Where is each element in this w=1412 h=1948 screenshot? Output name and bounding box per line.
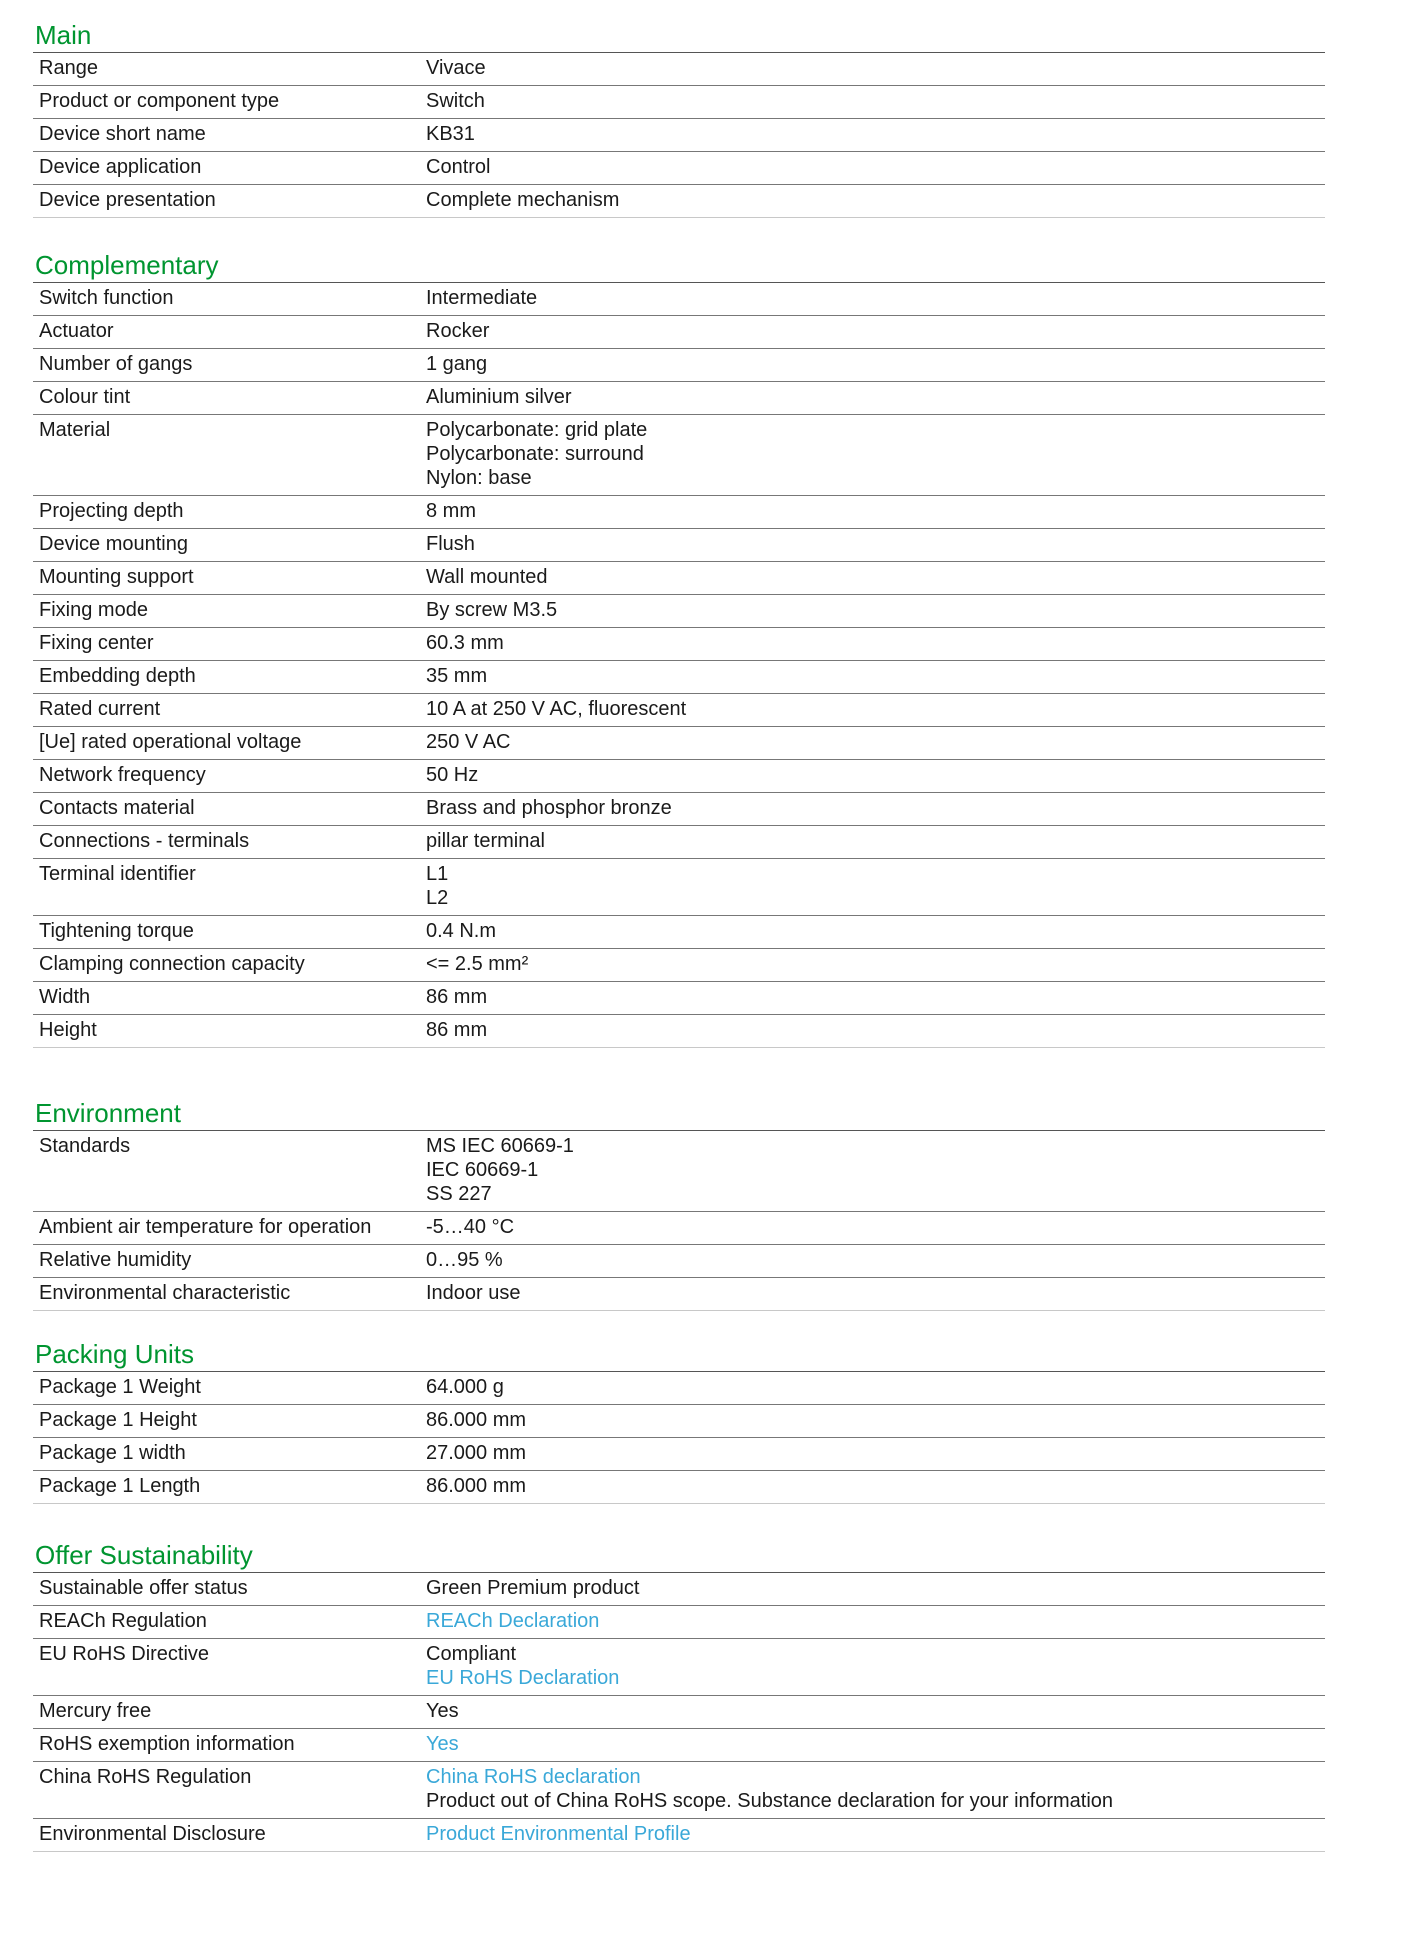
spec-value-line: 8 mm xyxy=(426,500,476,522)
spec-row xyxy=(33,562,1325,595)
spec-row xyxy=(33,1372,1325,1405)
spec-row xyxy=(33,1131,1325,1212)
spec-value-line: SS 227 xyxy=(426,1183,492,1205)
spec-value xyxy=(420,859,1325,916)
spec-value-line: 27.000 mm xyxy=(426,1442,527,1464)
spec-label: Package 1 Height xyxy=(33,1405,420,1438)
spec-row xyxy=(33,86,1325,119)
spec-table xyxy=(33,1131,1325,1311)
spec-label: Colour tint xyxy=(33,382,420,415)
spec-row xyxy=(33,760,1325,793)
spec-row xyxy=(33,694,1325,727)
spec-value-line: Rocker xyxy=(426,320,490,342)
spec-value xyxy=(420,1606,1325,1639)
rohs-exemption-link[interactable]: Yes xyxy=(426,1733,459,1755)
spec-value xyxy=(420,185,1325,218)
spec-row xyxy=(33,1606,1325,1639)
spec-label: REACh Regulation xyxy=(33,1606,420,1639)
spec-value-line: L1 xyxy=(426,863,449,885)
china-rohs-declaration-link[interactable]: China RoHS declaration xyxy=(426,1766,641,1788)
spec-value xyxy=(420,86,1325,119)
spec-value xyxy=(420,562,1325,595)
spec-row xyxy=(33,529,1325,562)
spec-value-line: IEC 60669-1 xyxy=(426,1159,539,1181)
spec-value xyxy=(420,1639,1325,1696)
spec-label: Mercury free xyxy=(33,1696,420,1729)
spec-row xyxy=(33,1762,1325,1819)
spec-label: Rated current xyxy=(33,694,420,727)
spec-value-line: 35 mm xyxy=(426,665,488,687)
spec-row xyxy=(33,793,1325,826)
spec-label: Product or component type xyxy=(33,86,420,119)
spec-value-line: pillar terminal xyxy=(426,830,545,852)
spec-row xyxy=(33,1438,1325,1471)
spec-label: Clamping connection capacity xyxy=(33,949,420,982)
spec-label: Mounting support xyxy=(33,562,420,595)
spec-value xyxy=(420,1438,1325,1471)
spec-value xyxy=(420,982,1325,1015)
spec-value-line: 86 mm xyxy=(426,1019,488,1041)
spec-value-line: Yes xyxy=(426,1700,459,1722)
spec-value-line: 50 Hz xyxy=(426,764,479,786)
spec-value xyxy=(420,53,1325,86)
spec-row xyxy=(33,1212,1325,1245)
spec-value-line: Aluminium silver xyxy=(426,386,572,408)
reach-declaration-link[interactable]: REACh Declaration xyxy=(426,1610,600,1632)
section-main xyxy=(33,18,1325,218)
spec-value-line: -5…40 °C xyxy=(426,1216,515,1238)
spec-label: Projecting depth xyxy=(33,496,420,529)
spec-value xyxy=(420,1131,1325,1212)
spec-value xyxy=(420,1372,1325,1405)
spec-label: Ambient air temperature for operation xyxy=(33,1212,420,1245)
spec-value xyxy=(420,1471,1325,1504)
spec-row xyxy=(33,1696,1325,1729)
product-environmental-profile-link[interactable]: Product Environmental Profile xyxy=(426,1823,691,1845)
spec-value-line: 250 V AC xyxy=(426,731,511,753)
spec-label: Actuator xyxy=(33,316,420,349)
spec-value xyxy=(420,1819,1325,1852)
spec-value xyxy=(420,1696,1325,1729)
spec-label: Number of gangs xyxy=(33,349,420,382)
spec-value xyxy=(420,1015,1325,1048)
spec-row xyxy=(33,496,1325,529)
spec-value xyxy=(420,916,1325,949)
spec-label: Tightening torque xyxy=(33,916,420,949)
spec-label: Material xyxy=(33,415,420,496)
spec-value xyxy=(420,529,1325,562)
spec-row xyxy=(33,595,1325,628)
section-title: Environment xyxy=(33,1096,1325,1131)
spec-value-line: Flush xyxy=(426,533,475,555)
spec-value-line: Indoor use xyxy=(426,1282,521,1304)
spec-value xyxy=(420,1729,1325,1762)
spec-value xyxy=(420,793,1325,826)
spec-value-line: Wall mounted xyxy=(426,566,548,588)
spec-label: Embedding depth xyxy=(33,661,420,694)
spec-value-line: L2 xyxy=(426,887,449,909)
spec-table xyxy=(33,53,1325,218)
spec-row xyxy=(33,1639,1325,1696)
spec-row xyxy=(33,628,1325,661)
spec-value xyxy=(420,119,1325,152)
spec-value xyxy=(420,1573,1325,1606)
spec-value xyxy=(420,826,1325,859)
spec-row xyxy=(33,1245,1325,1278)
spec-row xyxy=(33,185,1325,218)
spec-table xyxy=(33,1573,1325,1852)
spec-label: Connections - terminals xyxy=(33,826,420,859)
spec-value xyxy=(420,628,1325,661)
spec-label: Network frequency xyxy=(33,760,420,793)
spec-row xyxy=(33,1278,1325,1311)
spec-label: EU RoHS Directive xyxy=(33,1639,420,1696)
spec-label: Height xyxy=(33,1015,420,1048)
spec-label: Sustainable offer status xyxy=(33,1573,420,1606)
spec-value-line: Complete mechanism xyxy=(426,189,620,211)
spec-label: [Ue] rated operational voltage xyxy=(33,727,420,760)
spec-value xyxy=(420,595,1325,628)
spec-label: Device presentation xyxy=(33,185,420,218)
spec-value xyxy=(420,760,1325,793)
spec-value-line: Green Premium product xyxy=(426,1577,640,1599)
spec-value xyxy=(420,1212,1325,1245)
spec-row xyxy=(33,1729,1325,1762)
spec-value-line: Polycarbonate: grid plate xyxy=(426,419,648,441)
spec-value xyxy=(420,415,1325,496)
spec-value xyxy=(420,382,1325,415)
spec-row xyxy=(33,1573,1325,1606)
spec-label: RoHS exemption information xyxy=(33,1729,420,1762)
spec-label: Environmental characteristic xyxy=(33,1278,420,1311)
spec-label: Fixing center xyxy=(33,628,420,661)
spec-value xyxy=(420,283,1325,316)
spec-value-line: Vivace xyxy=(426,57,486,79)
spec-row xyxy=(33,53,1325,86)
spec-row xyxy=(33,1405,1325,1438)
spec-label: Package 1 Weight xyxy=(33,1372,420,1405)
spec-value-line: Intermediate xyxy=(426,287,538,309)
spec-value xyxy=(420,1405,1325,1438)
spec-label: Width xyxy=(33,982,420,1015)
spec-value-line: Brass and phosphor bronze xyxy=(426,797,672,819)
section-environment xyxy=(33,1096,1325,1311)
spec-row xyxy=(33,859,1325,916)
spec-value-line: 86 mm xyxy=(426,986,488,1008)
spec-value-line: Product out of China RoHS scope. Substance declaration for your information xyxy=(426,1790,1114,1812)
spec-row xyxy=(33,661,1325,694)
spec-value-line: KB31 xyxy=(426,123,475,145)
spec-table xyxy=(33,283,1325,1048)
spec-value-line: Nylon: base xyxy=(426,467,532,489)
spec-value xyxy=(420,1278,1325,1311)
spec-label: Device short name xyxy=(33,119,420,152)
section-packing-units xyxy=(33,1337,1325,1504)
spec-label: Environmental Disclosure xyxy=(33,1819,420,1852)
spec-value xyxy=(420,152,1325,185)
spec-label: China RoHS Regulation xyxy=(33,1762,420,1819)
spec-row xyxy=(33,415,1325,496)
spec-row xyxy=(33,1015,1325,1048)
spec-label: Switch function xyxy=(33,283,420,316)
spec-row xyxy=(33,916,1325,949)
spec-value xyxy=(420,694,1325,727)
spec-value-line: Switch xyxy=(426,90,485,112)
spec-row xyxy=(33,382,1325,415)
spec-value xyxy=(420,727,1325,760)
spec-label: Standards xyxy=(33,1131,420,1212)
spec-sheet xyxy=(33,18,1325,1852)
spec-value-line: Control xyxy=(426,156,491,178)
spec-label: Terminal identifier xyxy=(33,859,420,916)
spec-value-line: 86.000 mm xyxy=(426,1409,527,1431)
spec-row xyxy=(33,826,1325,859)
spec-value-line: Compliant xyxy=(426,1643,517,1665)
spec-label: Fixing mode xyxy=(33,595,420,628)
spec-label: Contacts material xyxy=(33,793,420,826)
spec-label: Device application xyxy=(33,152,420,185)
section-title: Packing Units xyxy=(33,1337,1325,1372)
spec-value xyxy=(420,349,1325,382)
spec-row xyxy=(33,982,1325,1015)
section-title: Main xyxy=(33,18,1325,53)
spec-table xyxy=(33,1372,1325,1504)
spec-value-line: 86.000 mm xyxy=(426,1475,527,1497)
spec-label: Relative humidity xyxy=(33,1245,420,1278)
spec-value-line: <= 2.5 mm² xyxy=(426,953,529,975)
spec-row xyxy=(33,152,1325,185)
spec-row xyxy=(33,283,1325,316)
spec-value-line: By screw M3.5 xyxy=(426,599,558,621)
eu-rohs-declaration-link[interactable]: EU RoHS Declaration xyxy=(426,1667,620,1689)
spec-row xyxy=(33,727,1325,760)
section-complementary xyxy=(33,248,1325,1048)
section-title: Complementary xyxy=(33,248,1325,283)
spec-value xyxy=(420,316,1325,349)
spec-value-line: 1 gang xyxy=(426,353,488,375)
spec-row xyxy=(33,949,1325,982)
spec-row xyxy=(33,316,1325,349)
spec-value-line: 0…95 % xyxy=(426,1249,503,1271)
spec-row xyxy=(33,349,1325,382)
spec-value xyxy=(420,661,1325,694)
spec-value-line: MS IEC 60669-1 xyxy=(426,1135,574,1157)
spec-value xyxy=(420,1762,1325,1819)
spec-value xyxy=(420,949,1325,982)
spec-value-line: 10 A at 250 V AC, fluorescent xyxy=(426,698,687,720)
spec-value-line: 60.3 mm xyxy=(426,632,504,654)
spec-value-line: 0.4 N.m xyxy=(426,920,497,942)
spec-label: Range xyxy=(33,53,420,86)
spec-label: Device mounting xyxy=(33,529,420,562)
spec-value xyxy=(420,1245,1325,1278)
spec-value-line: Polycarbonate: surround xyxy=(426,443,644,465)
spec-label: Package 1 Length xyxy=(33,1471,420,1504)
spec-row xyxy=(33,1471,1325,1504)
spec-value xyxy=(420,496,1325,529)
spec-label: Package 1 width xyxy=(33,1438,420,1471)
section-offer-sustainability xyxy=(33,1538,1325,1852)
spec-row xyxy=(33,1819,1325,1852)
section-title: Offer Sustainability xyxy=(33,1538,1325,1573)
spec-value-line: 64.000 g xyxy=(426,1376,504,1398)
spec-row xyxy=(33,119,1325,152)
